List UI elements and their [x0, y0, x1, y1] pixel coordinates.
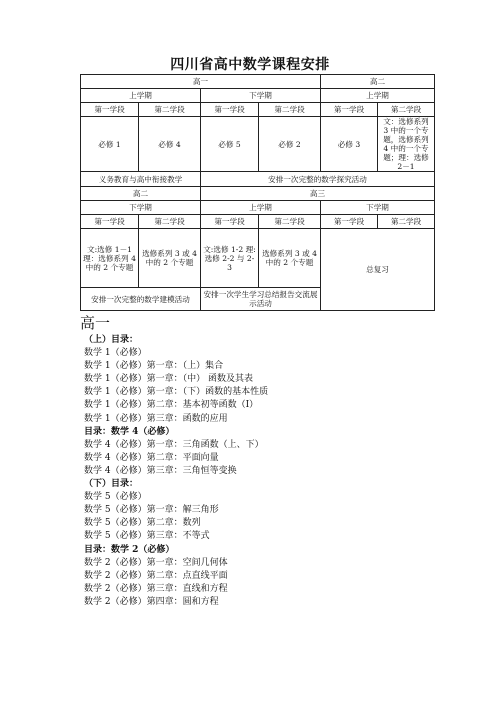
- toc-item: 数学 2（必修）第四章：圆和方程: [84, 596, 219, 607]
- toc-item: 数学 2（必修）第二章：点直线平面: [84, 570, 228, 581]
- course-cell: 文：选修系列 3 中的一个专题，选修系列 4 中的一个专题；理：选修 2－1: [378, 117, 435, 172]
- term-cell: 下学期: [81, 201, 201, 215]
- course-cell: 必修 2: [259, 117, 321, 172]
- toc-item: 数学 1（必修）第三章：函数的应用: [84, 413, 228, 424]
- toc-heading: 目录：数学 4（必修）: [84, 426, 175, 437]
- table-row: [81, 187, 435, 201]
- toc-item: 数学 2（必修）第一章：空间几何体: [84, 557, 228, 568]
- toc-item: 数学 5（必修）第三章：不等式: [84, 531, 210, 542]
- toc-item: 数学 4（必修）第三章：三角恒等变换: [84, 465, 237, 476]
- activity-cell: 义务教育与高中衔接教学: [81, 172, 201, 187]
- table-row: [81, 201, 435, 215]
- segment-cell: 第二学段: [139, 215, 201, 229]
- segment-cell: 第一学段: [81, 215, 139, 229]
- toc-item: 数学 4（必修）第一章：三角函数（上、下）: [84, 439, 264, 450]
- activity-cell: 安排一次完整的数学建模活动: [81, 288, 201, 311]
- segment-cell: 第二学段: [139, 103, 201, 117]
- toc-item: 数学 5（必修）第一章：解三角形: [84, 505, 219, 516]
- table-row: [81, 229, 435, 288]
- course-cell: 必修 1: [81, 117, 139, 172]
- page-title: 四川省高中数学课程安排: [170, 57, 330, 73]
- toc-item: 数学 1（必修）第一章：（中） 函数及其表: [84, 374, 253, 385]
- activity-cell: 安排一次完整的数学探究活动: [201, 172, 435, 187]
- table-row: [81, 117, 435, 172]
- schedule-table: [80, 74, 435, 311]
- segment-cell: 第一学段: [81, 103, 139, 117]
- course-cell: 必修 4: [139, 117, 201, 172]
- table-row: [81, 89, 435, 103]
- table-row: [81, 75, 435, 89]
- segment-cell: 第一学段: [321, 103, 378, 117]
- toc-heading: 目录：数学 2（必修）: [84, 544, 175, 555]
- activity-cell: 安排一次学生学习总结报告交流展示活动: [201, 288, 321, 311]
- course-cell: 文:选修 1－1 理：选修系列 4 中的 2 个专题: [81, 229, 139, 288]
- course-cell: 选修系列 3 或 4 中的 2 个专题: [139, 229, 201, 288]
- toc-item: 数学 5（必修）第二章：数列: [84, 518, 201, 529]
- term-cell: 下学期: [321, 201, 435, 215]
- table-of-contents: [84, 334, 268, 609]
- segment-cell: 第二学段: [378, 215, 435, 229]
- term-cell: 上学期: [81, 89, 201, 103]
- segment-cell: 第一学段: [321, 215, 378, 229]
- course-cell: 文:选修 1-2 理:选修 2-2 与 2-3: [201, 229, 259, 288]
- toc-item: 数学 2（必修）第三章：直线和方程: [84, 583, 228, 594]
- section-heading: 高一: [80, 314, 111, 332]
- course-cell: 必修 3: [321, 117, 378, 172]
- course-cell: 必修 5: [201, 117, 259, 172]
- toc-item: 数学 4（必修）第二章：平面向量: [84, 452, 219, 463]
- toc-item: 数学 1（必修）第二章：基本初等函数（Ⅰ）: [84, 400, 259, 411]
- toc-item: 数学 1（必修）: [84, 348, 147, 359]
- term-cell: 下学期: [201, 89, 321, 103]
- segment-cell: 第二学段: [378, 103, 435, 117]
- grade-header-2: 高二: [81, 187, 201, 201]
- toc-item: 数学 5（必修）: [84, 492, 147, 503]
- segment-cell: 第一学段: [201, 215, 259, 229]
- grade-header-3: 高三: [201, 187, 435, 201]
- toc-item: 数学 1（必修）第一章：（上）集合: [84, 361, 224, 372]
- term-cell: 上学期: [321, 89, 435, 103]
- segment-cell: 第二学段: [259, 103, 321, 117]
- toc-heading: （上）目录：: [84, 335, 139, 345]
- toc-item: 数学 1（必修）第一章：（下）函数的基本性质: [84, 387, 269, 398]
- table-row: [81, 172, 435, 187]
- table-row: [81, 215, 435, 229]
- table-row: [81, 103, 435, 117]
- segment-cell: 第一学段: [201, 103, 259, 117]
- toc-heading: （下）目录：: [84, 479, 139, 490]
- grade-header-2: 高二: [321, 75, 435, 89]
- grade-header-1: 高一: [81, 75, 321, 89]
- term-cell: 上学期: [201, 201, 321, 215]
- segment-cell: 第二学段: [259, 215, 321, 229]
- course-cell: 选修系列 3 或 4 中的 2 个专题: [259, 229, 321, 288]
- review-cell: 总复习: [321, 229, 435, 311]
